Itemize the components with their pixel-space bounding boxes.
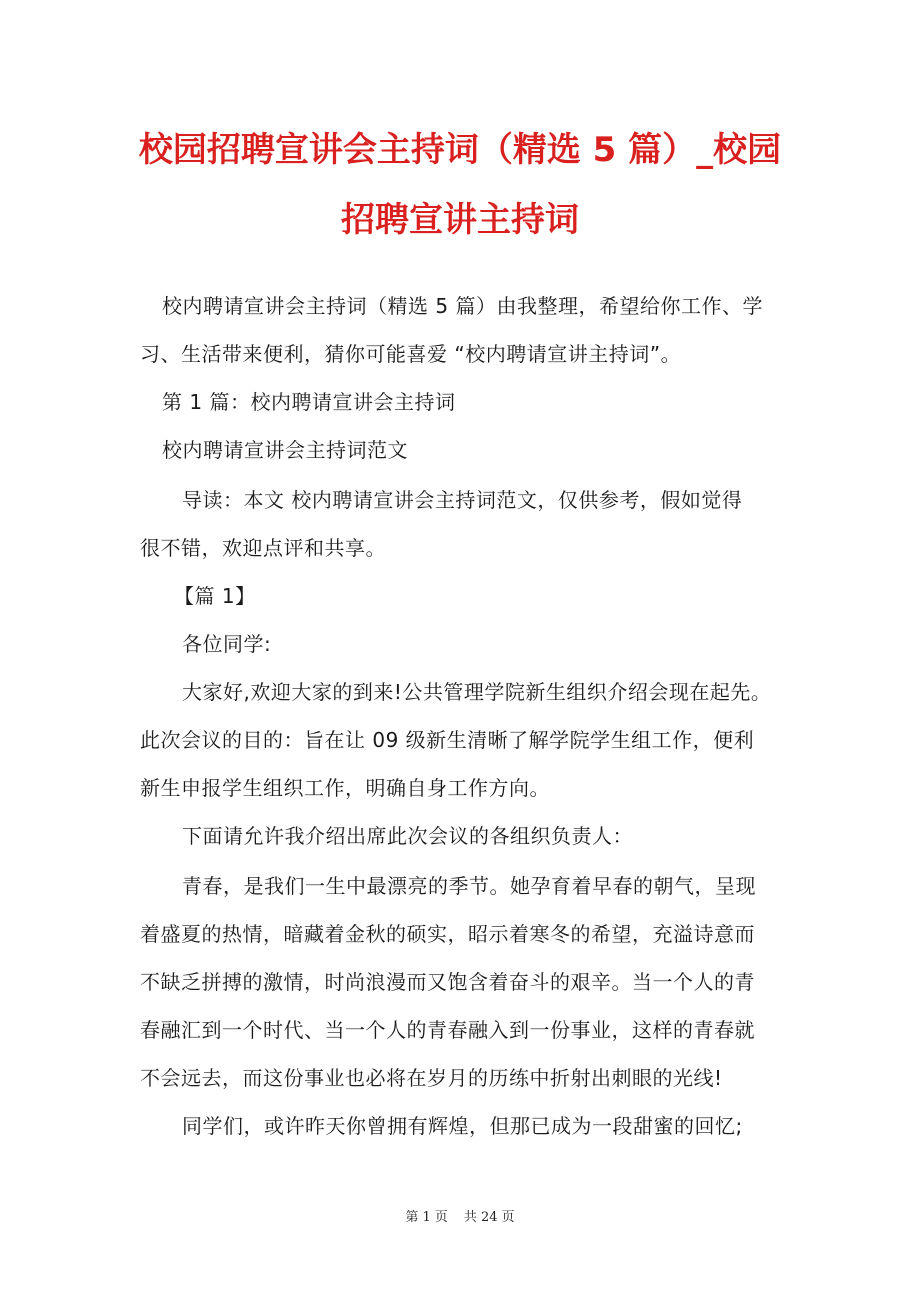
section-heading: 第 1 篇：校内聘请宣讲会主持词 bbox=[162, 390, 456, 414]
paragraph-line: 很不错，欢迎点评和共享。 bbox=[140, 536, 386, 560]
paragraph-line: 着盛夏的热情，暗藏着金秋的硕实，昭示着寒冬的希望，充溢诗意而 bbox=[140, 922, 755, 946]
paragraph-line: 新生申报学生组织工作，明确自身工作方向。 bbox=[140, 776, 550, 800]
page-total: 共 24 页 bbox=[463, 1210, 515, 1225]
paragraph-line: 此次会议的目的：旨在让 09 级新生清晰了解学院学生组工作，便利 bbox=[140, 728, 755, 752]
paragraph-line: 不缺乏拼搏的激情，时尚浪漫而又饱含着奋斗的艰辛。当一个人的青 bbox=[140, 970, 755, 994]
paragraph-line: 不会远去，而这份事业也必将在岁月的历练中折射出刺眼的光线! bbox=[140, 1066, 723, 1090]
paragraph-line: 青春，是我们一生中最漂亮的季节。她孕育着早春的朝气，呈现 bbox=[182, 874, 756, 898]
document-title-line-2: 招聘宣讲主持词 bbox=[341, 200, 579, 240]
page-number: 第 1 页 bbox=[405, 1210, 448, 1225]
page-footer bbox=[0, 1206, 920, 1225]
paragraph-line: 春融汇到一个时代、当一个人的青春融入到一份事业，这样的青春就 bbox=[140, 1018, 755, 1042]
subheading: 校内聘请宣讲会主持词范文 bbox=[162, 438, 408, 462]
intro-line-1: 校内聘请宣讲会主持词（精选 5 篇）由我整理，希望给你工作、学 bbox=[162, 294, 763, 318]
paragraph-line: 下面请允许我介绍出席此次会议的各组织负责人： bbox=[182, 824, 633, 848]
paragraph-line: 大家好,欢迎大家的到来!公共管理学院新生组织介绍会现在起先。 bbox=[182, 680, 772, 704]
paragraph-line: 各位同学: bbox=[182, 632, 272, 656]
intro-line-2: 习、生活带来便利，猜你可能喜爱 “校内聘请宣讲主持词”。 bbox=[140, 342, 682, 366]
paragraph-line: 导读：本文 校内聘请宣讲会主持词范文，仅供参考，假如觉得 bbox=[182, 488, 743, 512]
chapter-label: 【篇 1】 bbox=[174, 584, 256, 608]
paragraph-line: 同学们，或许昨天你曾拥有辉煌，但那已成为一段甜蜜的回忆; bbox=[182, 1114, 743, 1138]
document-title-line-1: 校园招聘宣讲会主持词（精选 5 篇）_校园 bbox=[138, 130, 782, 170]
